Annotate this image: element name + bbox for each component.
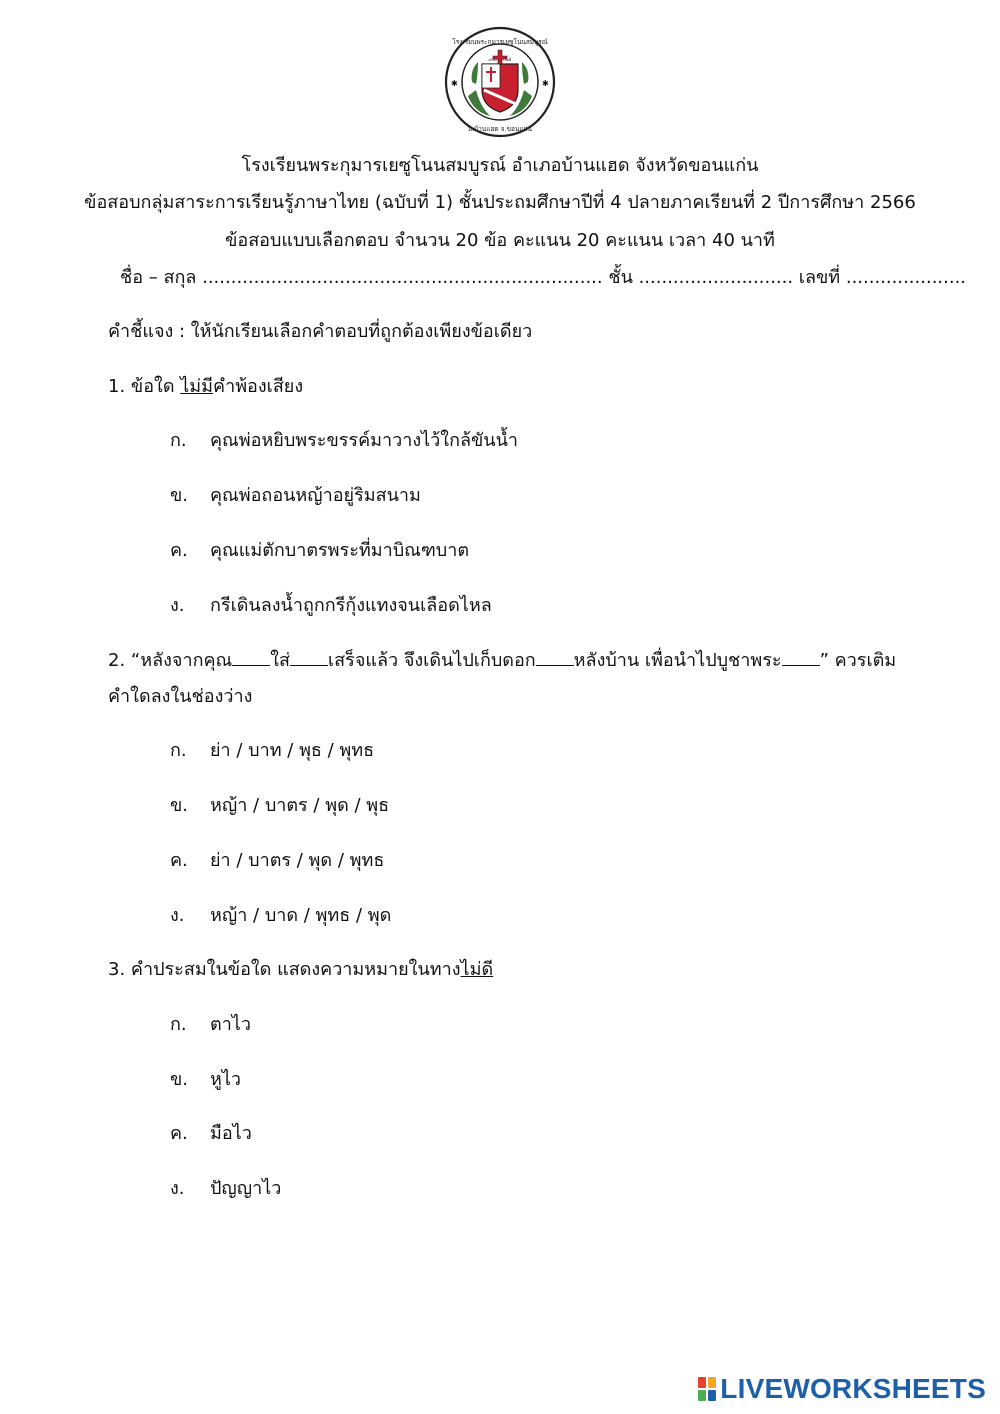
student-info-line: ชื่อ – สกุล ...................................................................... ชั้น ........................... เลขที่ ..................... xyxy=(120,267,967,288)
q1-choice-b[interactable] xyxy=(170,480,421,509)
q1-choice-a[interactable] xyxy=(170,425,518,454)
choice-text: ปัญญาไว xyxy=(210,1178,282,1199)
choice-text: ย่า / บาท / พุธ / พุทธ xyxy=(210,740,375,761)
choice-letter: ก. xyxy=(170,1014,187,1035)
choice-text: คุณแม่ตักบาตรพระที่มาบิณฑบาต xyxy=(210,540,470,561)
choice-text: ย่า / บาตร / พุด / พุทธ xyxy=(210,850,385,871)
question-underlined-word: ไม่ดี xyxy=(460,959,494,980)
blank-line[interactable] xyxy=(232,649,270,666)
question-underlined-word: ไม่มี xyxy=(180,376,214,397)
choice-text: คุณพ่อหยิบพระขรรค์มาวางไว้ใกล้ขันน้ำ xyxy=(210,430,519,451)
school-name-line: โรงเรียนพระกุมารเยซูโนนสมบูรณ์ อำเภอบ้านแฮด จังหวัดขอนแก่น xyxy=(241,155,759,176)
instruction-text: คำชี้แจง : ให้นักเรียนเลือกคำตอบที่ถูกต้องเพียงข้อเดียว xyxy=(108,321,533,342)
q2-choice-a[interactable] xyxy=(170,735,374,764)
q1-choice-d[interactable] xyxy=(170,590,492,619)
exam-title-line: ข้อสอบกลุ่มสาระการเรียนรู้ภาษาไทย (ฉบับที่ 1) ชั้นประถมศึกษาปีที่ 4 ปลายภาคเรียนที่ 2 ปีการศึกษา 2566 xyxy=(84,192,916,213)
brand-name: LIVEWORKSHEETS xyxy=(720,1373,986,1404)
q1-choice-c[interactable] xyxy=(170,535,469,564)
choice-letter: ค. xyxy=(170,540,188,561)
exam-format-line: ข้อสอบแบบเลือกตอบ จำนวน 20 ข้อ คะแนน 20 คะแนน เวลา 40 นาที xyxy=(225,230,775,251)
q2-choice-c[interactable] xyxy=(170,845,384,874)
blank-line[interactable] xyxy=(290,649,328,666)
q3-choice-c[interactable] xyxy=(170,1118,252,1147)
choice-letter: ค. xyxy=(170,850,188,871)
question-2 xyxy=(108,645,896,674)
question-number: 1. xyxy=(108,376,126,397)
choice-letter: ง. xyxy=(170,595,185,616)
svg-text:✱: ✱ xyxy=(542,79,549,88)
blank-line[interactable] xyxy=(536,649,574,666)
choice-text: ตาไว xyxy=(210,1014,251,1035)
liveworksheets-logo-icon xyxy=(698,1377,716,1401)
blank-line[interactable] xyxy=(782,649,820,666)
choice-letter: ข. xyxy=(170,795,189,816)
choice-text: กรีเดินลงน้ำถูกกรีกุ้งแทงจนเลือดไหล xyxy=(210,595,492,616)
choice-letter: ง. xyxy=(170,905,185,926)
q3-choice-a[interactable] xyxy=(170,1009,251,1038)
choice-letter: ข. xyxy=(170,485,189,506)
question-text: ข้อใด xyxy=(130,376,181,397)
svg-text:✱: ✱ xyxy=(451,79,458,88)
choice-letter: ก. xyxy=(170,740,187,761)
school-seal-logo xyxy=(444,26,556,138)
question-number: 2. xyxy=(108,650,126,671)
question-text-part: ใส่ xyxy=(270,650,291,671)
question-1 xyxy=(108,371,303,400)
choice-letter: ง. xyxy=(170,1178,185,1199)
q2-choice-d[interactable] xyxy=(170,900,391,929)
question-text-part: เสร็จแล้ว จึงเดินไปเก็บดอก xyxy=(328,650,536,671)
seal-top-text: โรงเรียนพระกุมารเยซูโนนสมบูรณ์ xyxy=(452,38,548,46)
seal-motto: ศรัทธา สามัคคี xyxy=(488,58,512,62)
choice-letter: ข. xyxy=(170,1069,189,1090)
choice-letter: ค. xyxy=(170,1123,188,1144)
question-3 xyxy=(108,954,493,983)
choice-letter: ก. xyxy=(170,430,187,451)
question-text: คำประสมในข้อใด แสดงความหมายในทาง xyxy=(130,959,461,980)
seal-bottom-text: อ.บ้านแฮด จ.ขอนแก่น xyxy=(468,125,532,133)
q2-choice-b[interactable] xyxy=(170,790,389,819)
choice-text: หูไว xyxy=(210,1069,242,1090)
choice-text: หญ้า / บาตร / พุด / พุธ xyxy=(210,795,390,816)
question-text: คำพ้องเสียง xyxy=(213,376,304,397)
liveworksheets-brand xyxy=(698,1374,986,1404)
q3-choice-d[interactable] xyxy=(170,1173,281,1202)
question-text-part: “หลังจากคุณ xyxy=(130,650,233,671)
choice-text: หญ้า / บาด / พุทธ / พุด xyxy=(210,905,392,926)
question-number: 3. xyxy=(108,959,126,980)
q3-choice-b[interactable] xyxy=(170,1064,241,1093)
question-text-part: ” ควรเติม xyxy=(819,650,897,671)
question-text-part: หลังบ้าน เพื่อนำไปบูชาพระ xyxy=(573,650,782,671)
choice-text: มือไว xyxy=(210,1123,252,1144)
question-2-line-2: คำใดลงในช่องว่าง xyxy=(108,686,253,707)
choice-text: คุณพ่อถอนหญ้าอยู่ริมสนาม xyxy=(210,485,421,506)
